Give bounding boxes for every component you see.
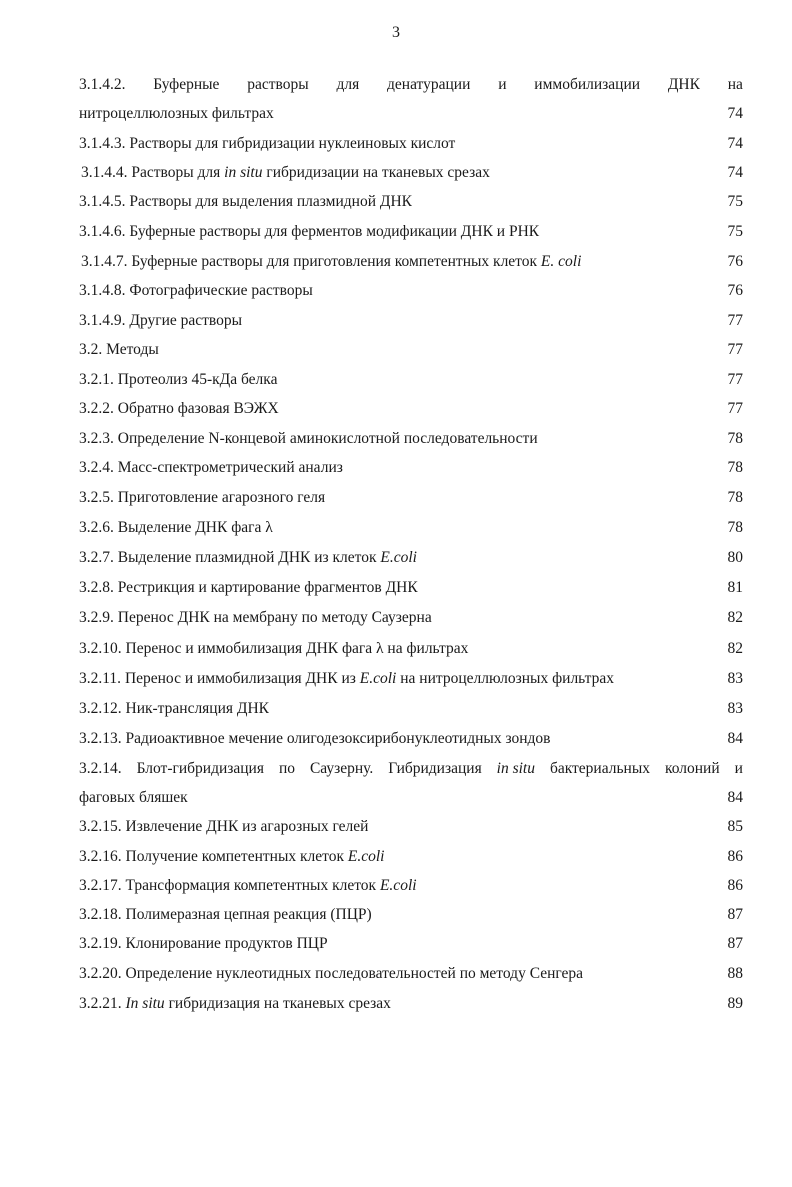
- toc-entry: [79, 516, 743, 540]
- toc-entry-title: 3.2.9. Перенос ДНК на мембрану по методу Саузерна: [79, 609, 432, 626]
- toc-entry-page: 84: [727, 730, 743, 747]
- toc-entry-title-continued: фаговых бляшек: [79, 789, 188, 806]
- toc-entry: [79, 576, 743, 600]
- page-number: 3: [392, 24, 400, 41]
- toc-entry-page: 84: [727, 789, 743, 806]
- toc-entry-page: 87: [727, 906, 743, 923]
- toc-entry-title: 3.2.16. Получение компетентных клеток E.coli: [79, 848, 385, 865]
- toc-entry-page: 89: [727, 995, 743, 1012]
- toc-entry-title: 3.2.8. Рестрикция и картирование фрагментов ДНК: [79, 579, 418, 596]
- toc-entry-title: 3.1.4.8. Фотографические растворы: [79, 282, 313, 299]
- toc-entry-title: 3.2.17. Трансформация компетентных клеток E.coli: [79, 877, 417, 894]
- toc-entry-title: 3.2. Методы: [79, 341, 159, 358]
- toc-entry: [79, 161, 743, 185]
- toc-entry-title: 3.1.4.6. Буферные растворы для ферментов модификации ДНК и РНК: [79, 223, 540, 240]
- toc-entry-page: 80: [727, 549, 743, 566]
- toc-entry-title: 3.1.4.5. Растворы для выделения плазмидной ДНК: [79, 193, 412, 210]
- toc-entry-page: 75: [727, 193, 743, 210]
- toc-entry-title: 3.2.1. Протеолиз 45-кДа белка: [79, 371, 278, 388]
- toc-entry-3-1-4-2-line1: [79, 73, 743, 97]
- toc-entry: [79, 456, 743, 480]
- toc-entry: [79, 132, 743, 156]
- toc-entry-title: 3.2.5. Приготовление агарозного геля: [79, 489, 326, 506]
- toc-entry-title: 3.2.15. Извлечение ДНК из агарозных гелей: [79, 818, 369, 835]
- toc-entry-title: 3.2.11. Перенос и иммобилизация ДНК из E.coli на нитроцеллюлозных фильтрах: [79, 670, 614, 687]
- toc-entry-page: 76: [727, 253, 743, 270]
- toc-entry: [79, 903, 743, 927]
- toc-entry: [79, 606, 743, 630]
- toc-entry-title: 3.2.4. Масс-спектрометрический анализ: [79, 459, 343, 476]
- toc-entry-page: 74: [727, 135, 743, 152]
- toc-entry-page: 87: [727, 935, 743, 952]
- toc-entry-title: 3.2.2. Обратно фазовая ВЭЖХ: [79, 400, 279, 417]
- toc-entry-title: 3.1.4.9. Другие растворы: [79, 312, 243, 329]
- toc-entry-page: 85: [727, 818, 743, 835]
- toc-entry: [79, 815, 743, 839]
- toc-entry-title: 3.1.4.4. Растворы для in situ гибридизации на тканевых срезах: [81, 164, 490, 181]
- toc-entry-title: 3.2.3. Определение N-концевой аминокислотной последовательности: [79, 430, 538, 447]
- toc-entry-3-2-14-line1: [79, 757, 743, 781]
- toc-entry: [79, 992, 743, 1016]
- toc-entry: [79, 427, 743, 451]
- toc-entry: [79, 309, 743, 333]
- toc-entry-page: 83: [727, 700, 743, 717]
- toc-entry-page: 78: [727, 430, 743, 447]
- toc-entry-page: 82: [727, 640, 743, 657]
- toc-entry-page: 86: [727, 848, 743, 865]
- toc-entry: [79, 637, 743, 661]
- toc-entry: [79, 338, 743, 362]
- toc-entry-page: 75: [727, 223, 743, 240]
- toc-entry: [79, 368, 743, 392]
- toc-entry: [79, 845, 743, 869]
- toc-entry-page: 86: [727, 877, 743, 894]
- toc-entry-title: 3.2.10. Перенос и иммобилизация ДНК фага λ на фильтрах: [79, 640, 469, 657]
- toc-entry-title: 3.1.4.7. Буферные растворы для приготовления компетентных клеток E. coli: [81, 253, 582, 270]
- toc-entry: [79, 932, 743, 956]
- toc-entry-title-continued: нитроцеллюлозных фильтрах: [79, 105, 274, 122]
- toc-entry-title: 3.1.4.2. Буферные растворы для денатурации и иммобилизации ДНК на: [79, 76, 743, 93]
- toc-entry: [79, 220, 743, 244]
- toc-entry: [79, 962, 743, 986]
- toc-entry: [79, 546, 743, 570]
- toc-entry-page: 77: [727, 400, 743, 417]
- toc-entry-title: 3.2.19. Клонирование продуктов ПЦР: [79, 935, 328, 952]
- toc-entry-page: 81: [727, 579, 743, 596]
- toc-entry-page: 77: [727, 371, 743, 388]
- toc-entry: [79, 727, 743, 751]
- toc-entry-title: 3.2.20. Определение нуклеотидных последовательностей по методу Сенгера: [79, 965, 584, 982]
- toc-entry: [79, 667, 743, 691]
- toc-entry: [79, 697, 743, 721]
- toc-entry-page: 83: [727, 670, 743, 687]
- toc-entry-page: 78: [727, 489, 743, 506]
- toc-entry-page: 76: [727, 282, 743, 299]
- toc-entry-title: 3.2.13. Радиоактивное мечение олигодезоксирибонуклеотидных зондов: [79, 730, 551, 747]
- toc-entry-page: 74: [727, 105, 743, 122]
- toc-entry-page: 78: [727, 459, 743, 476]
- toc-entry: [79, 279, 743, 303]
- toc-entry: [79, 190, 743, 214]
- toc-entry-title: 3.2.21. In situ гибридизация на тканевых срезах: [79, 995, 391, 1012]
- toc-entry-title: 3.2.12. Ник-трансляция ДНК: [79, 700, 270, 717]
- toc-entry-page: 77: [727, 341, 743, 358]
- toc-entry-3-1-4-2-line2: [79, 102, 743, 126]
- toc-entry-page: 88: [727, 965, 743, 982]
- toc-entry-page: 77: [727, 312, 743, 329]
- toc-entry-3-2-14-line2: [79, 786, 743, 810]
- toc-entry-title: 3.2.18. Полимеразная цепная реакция (ПЦР): [79, 906, 372, 923]
- toc-entry-page: 82: [727, 609, 743, 626]
- toc-entry-page: 78: [727, 519, 743, 536]
- toc-entry: [79, 874, 743, 898]
- toc-entry: [79, 397, 743, 421]
- toc-entry: [79, 250, 743, 274]
- toc-entry-title: 3.2.7. Выделение плазмидной ДНК из клеток E.coli: [79, 549, 417, 566]
- toc-entry-page: 74: [727, 164, 743, 181]
- toc-entry-title: 3.1.4.3. Растворы для гибридизации нуклеиновых кислот: [79, 135, 456, 152]
- toc-entry-title: 3.2.6. Выделение ДНК фага λ: [79, 519, 273, 536]
- toc-entry-title: 3.2.14. Блот-гибридизация по Саузерну. Гибридизация in situ бактериальных колоний и: [79, 760, 743, 777]
- toc-entry: [79, 486, 743, 510]
